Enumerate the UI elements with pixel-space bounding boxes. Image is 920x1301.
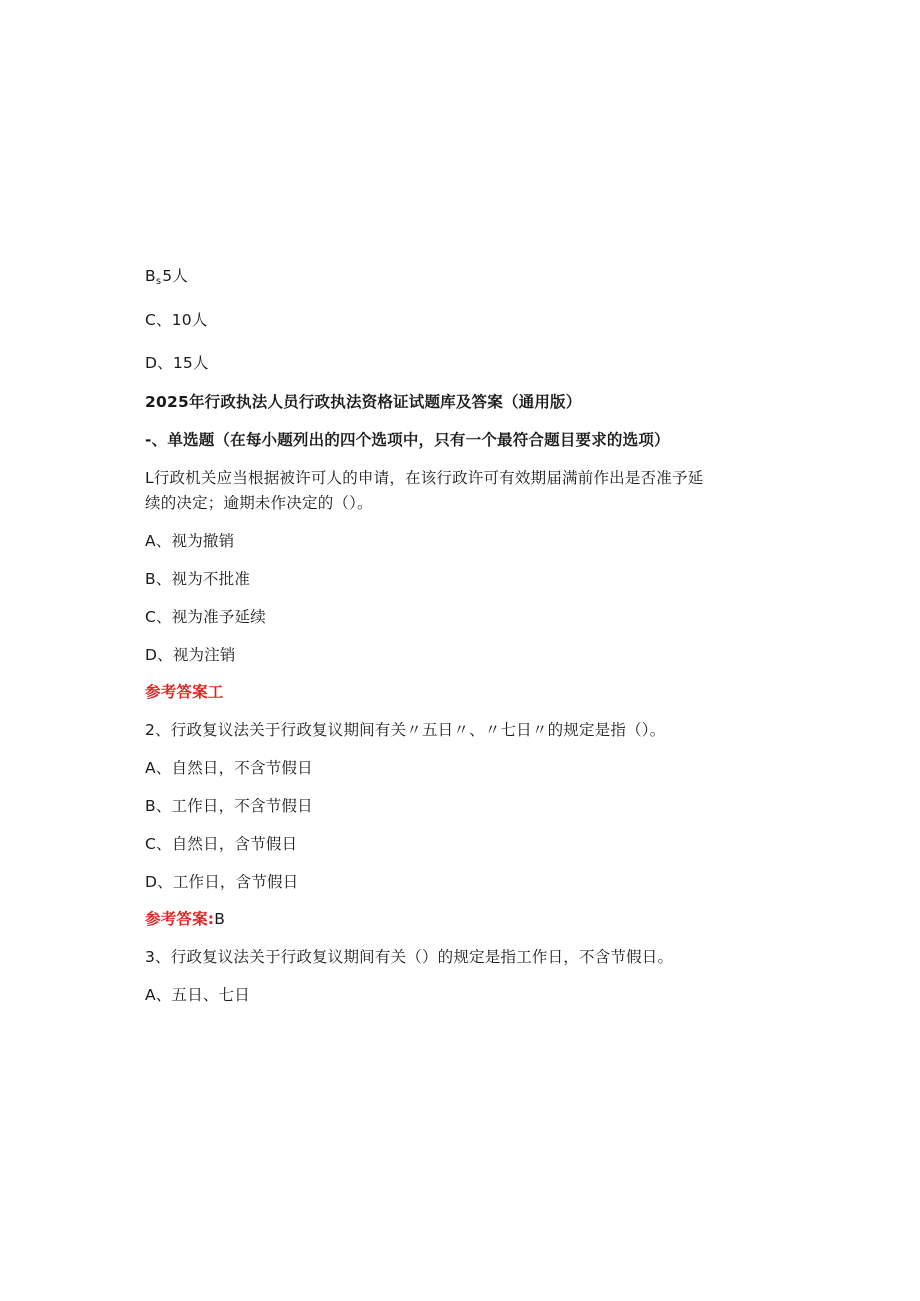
answer-value: B [214, 910, 226, 928]
question-2-stem: 2、行政复议法关于行政复议期间有关〃五日〃、〃七日〃的规定是指（）。 [145, 721, 666, 739]
option-prefix: B [145, 267, 156, 285]
question-1-answer [145, 682, 224, 702]
section-title: -、单选题（在每小题列出的四个选项中，只有一个最符合题目要求的选项） [145, 431, 670, 449]
question-1-stem-line2: 续的决定；逾期未作决定的（）。 [145, 494, 373, 512]
answer-label: 参考答案工 [145, 683, 224, 701]
prev-option-b [145, 266, 188, 292]
question-2-option-c: C、自然日，含节假日 [145, 835, 298, 853]
question-1-option-b: B、视为不批准 [145, 570, 251, 588]
question-1-option-c: C、视为准予延续 [145, 608, 266, 626]
question-3-stem: 3、行政复议法关于行政复议期间有关（）的规定是指工作日，不含节假日。 [145, 948, 674, 966]
question-1-stem-line1: L行政机关应当根据被许可人的申请，在该行政许可有效期届满前作出是否准予延 [145, 469, 704, 487]
answer-label: 参考答案: [145, 910, 215, 928]
option-sub: s [155, 276, 162, 287]
prev-option-d: D、15人 [145, 354, 209, 372]
question-1-option-d: D、视为注销 [145, 646, 236, 664]
question-2-option-b: B、工作日，不含节假日 [145, 797, 313, 815]
question-2-option-a: A、自然日，不含节假日 [145, 759, 313, 777]
doc-title: 2025年行政执法人员行政执法资格证试题库及答案（通用版） [145, 393, 582, 411]
question-3-option-a: A、五日、七日 [145, 986, 251, 1004]
question-2-option-d: D、工作日，含节假日 [145, 873, 299, 891]
question-2-answer [145, 909, 225, 929]
option-text: 5人 [162, 267, 189, 285]
question-1-option-a: A、视为撤销 [145, 532, 235, 550]
prev-option-c: C、10人 [145, 311, 208, 329]
